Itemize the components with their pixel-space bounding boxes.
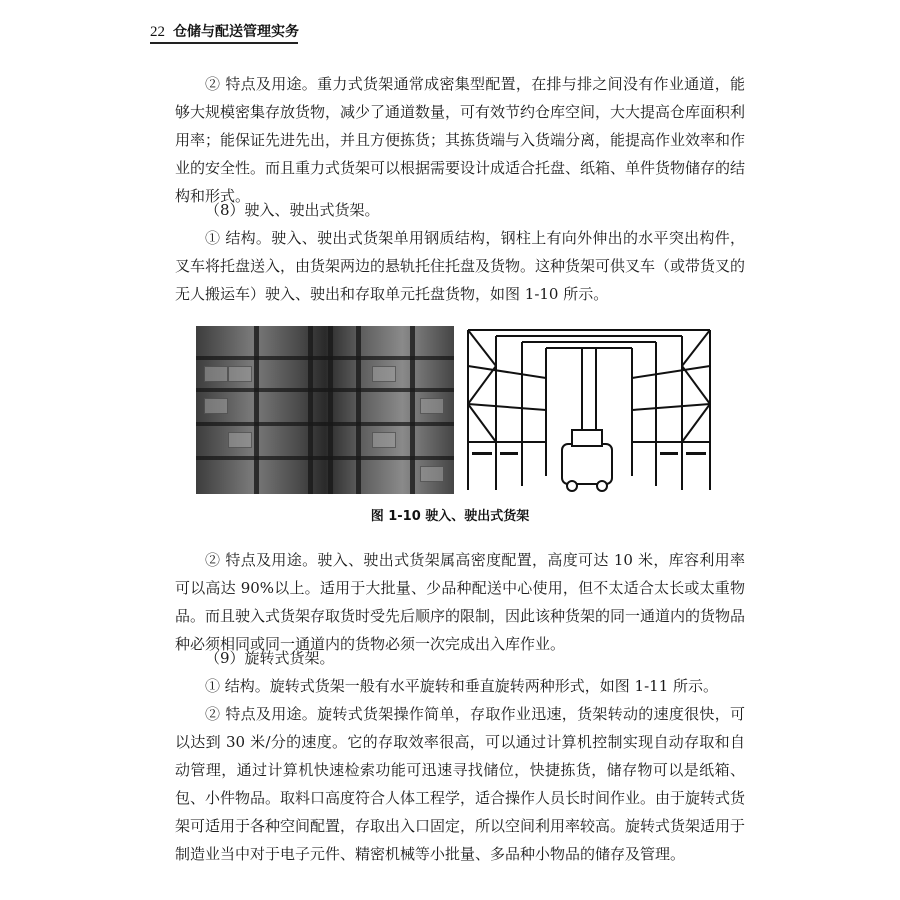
section-heading-8: （8）驶入、驶出式货架。 <box>205 201 380 219</box>
book-title: 仓储与配送管理实务 <box>173 24 299 40</box>
figure-1-10 <box>196 326 716 494</box>
figure-caption: 图 1-10 驶入、驶出式货架 <box>370 509 530 524</box>
section-heading-9: （9）旋转式货架。 <box>205 649 335 667</box>
paragraph-rotary-structure: ① 结构。旋转式货架一般有水平旋转和垂直旋转两种形式，如图 1-11 所示。 <box>205 677 719 695</box>
paragraph-rotary-features: ② 特点及用途。旋转式货架操作简单，存取作业迅速，货架转动的速度很快，可以达到 30 米/分的速度。它的存取效率很高，可以通过计算机控制实现自动存取和自动管理，通过计算机快速检索功能可迅速寻找储位，快捷拣货，储存物可以是纸箱、包、小件物品。取料口高度符合人体工程学，适合操作人员长时间作业。由于旋转式货架可适用于各种空间配置，存取出入口固定，所以空间利用率较高。旋转式货架适用于制造业当中对于电子元件、精密机械等小批量、多品种小物品的储存及管理。 <box>175 705 746 863</box>
header-rule <box>150 42 298 44</box>
running-header <box>150 21 299 41</box>
drive-in-rack-drawing <box>462 326 716 494</box>
paragraph-drive-in-features: ② 特点及用途。驶入、驶出式货架属高密度配置，高度可达 10 米，库容利用率可以高达 90%以上。适用于大批量、少品种配送中心使用，但不太适合太长或太重物品。而且驶入式货架存取货时受先后顺序的限制，因此该种货架的同一通道内的货物品种必须相同或同一通道内的货物必须一次完成出入库作业。 <box>175 551 746 653</box>
paragraph-drive-in-structure: ① 结构。驶入、驶出式货架单用钢质结构，钢柱上有向外伸出的水平突出构件，叉车将托盘送入，由货架两边的悬轨托住托盘及货物。这种货架可供叉车（或带货叉的无人搬运车）驶入、驶出和存取单元托盘货物，如图 1-10 所示。 <box>175 229 746 303</box>
warehouse-rack-photo <box>196 326 454 494</box>
paragraph-gravity-rack-features: ② 特点及用途。重力式货架通常成密集型配置，在排与排之间没有作业通道，能够大规模密集存放货物，减少了通道数量，可有效节约仓库空间，大大提高仓库面积利用率；能保证先进先出，并且方便拣货；其拣货端与入货端分离，能提高作业效率和作业的安全性。而且重力式货架可以根据需要设计成适合托盘、纸箱、单件货物储存的结构和形式。 <box>175 75 746 205</box>
page-number: 22 <box>150 24 165 40</box>
